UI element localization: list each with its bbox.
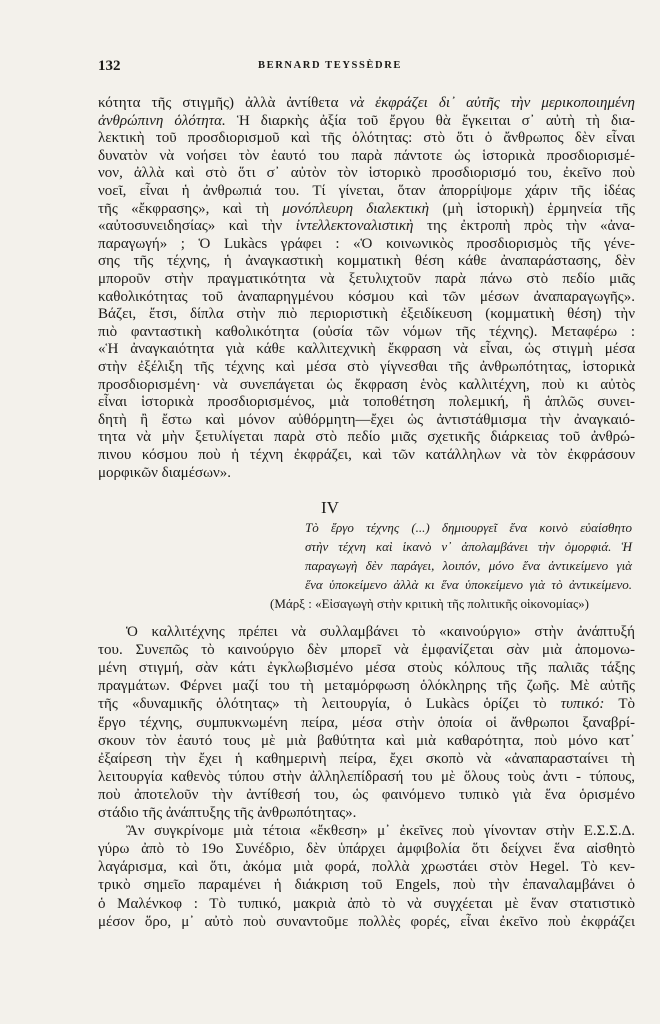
text-segment: σκουν τὸν ἑαυτό τους μὲ μιὰ βαθύτητα καὶ μιὰ καθαρότητα, ποὺ μόνο κατ᾽: [98, 732, 635, 749]
italic-text: Τὸ ἔργο τέχνης (...) δημιουργεῖ ἕνα κοινὸ εὐαίσθητο: [305, 520, 632, 535]
text-segment: μένη στιγμή, σὰν κάτι ἐγκλωβισμένο μέσα στοὺς κόλπους τῆς παλιᾶς τάξης: [98, 660, 635, 677]
text-segment: μορφικῶν διαμέσων».: [98, 464, 231, 481]
text-line: [98, 428, 635, 446]
section-heading: IV: [321, 498, 339, 517]
italic-text: στὴν τέχνη καὶ ἱκανὸ ν᾽ ἀπολαμβάνει τὴν ὀμορφιά. Ἡ: [305, 539, 632, 554]
text-line: [98, 768, 635, 786]
text-segment: κότητα τῆς στιγμῆς) ἀλλὰ ἀντίθετα: [98, 95, 350, 111]
text-line: [98, 913, 635, 931]
text-line: [305, 576, 632, 594]
text-segment: παραγωγή» ; Ὁ Lukàcs γράφει : «Ὁ κοινωνικὸς προσδιορισμὸς τῆς γένε-: [98, 235, 635, 252]
italic-text: παραγωγὴ δὲν παράγει, λοιπόν, μόνο ἕνα ἀντικείμενο γιὰ: [305, 558, 632, 573]
text-line: [98, 129, 635, 147]
text-segment: Βάζει, ἔτσι, δίπλα στὴν πιὸ περιοριστικὴ ἐξειδίκευση (κομματικὴ θέση) τὴν: [98, 306, 635, 323]
text-line: [98, 840, 635, 858]
text-line: [98, 94, 635, 112]
text-segment: Ὁ καλλιτέχνης πρέπει νὰ συλλαμβάνει τὸ «καινούργιο» στὴν ἀνάπτυξή: [126, 624, 635, 640]
text-line: [98, 252, 635, 270]
text-line: [98, 323, 635, 341]
text-segment: Τὸ: [604, 696, 635, 713]
text-segment: νον, ἀλλὰ καὶ στὸ ὅτι σ᾽ αὐτὸν τὸν ἱστορικὸ προσδιορισμό του, ἐκεῖνο ποὺ: [98, 165, 635, 182]
text-line: [98, 112, 635, 130]
text-line: [98, 235, 635, 253]
text-segment: προσδιορισμένη· νὰ συνεπάγεται ὡς ἔκφραση ἑνὸς καλλιτέχνη, ποὺ κι αὐτὸς: [98, 376, 635, 393]
text-line: [98, 659, 635, 677]
text-line: [98, 217, 635, 235]
text-segment: ὁ Μαλένκοφ : Τὸ τυπικό, μακριὰ ἀπὸ τὸ νὰ συγχέεται μὲ ἕναν στατιστικὸ: [98, 895, 635, 912]
text-line: [98, 876, 635, 894]
text-segment: καθολικότητας τοῦ ἀναπαρηγμένου κόσμου καὶ τῶν μέσων ἀναπαραγωγῆς».: [98, 288, 635, 305]
text-segment: στὴν ἐξέλιξη τῆς τέχνης καὶ μέσα στὸ γίγνεσθαι τῆς ἀνθρωπότητας, ἱστορικὰ: [98, 359, 635, 375]
text-segment: μέσον ὅρο, μ᾽ αὐτὸ ποὺ συναντοῦμε πολλὲς φορές, εἶναι ἐκεῖνο ποὺ ἐκφράζει: [98, 913, 635, 930]
text-line: [98, 305, 635, 323]
text-segment: λαγάρισμα, καὶ ὅτι, ἀκόμα μιὰ φορά, πολλὰ χρωστάει στὸν Hegel. Τὸ κεν-: [98, 859, 635, 876]
text-line: [98, 464, 635, 482]
text-line: [98, 714, 635, 732]
text-line: [305, 519, 632, 537]
text-segment: δητὴ ἢ ἔστω καὶ μόνον αὐθόρμητη—ἔχει ὡς ἀντιστάθμισμα τὴν ἀναγκαιό-: [98, 411, 635, 428]
text-segment: τητα νὰ μὴν ξετυλίγεται παρὰ στὸ πεδίο μιᾶς σχετικῆς διάρκειας τοῦ ἀνθρώ-: [98, 429, 635, 446]
text-line: [305, 538, 632, 556]
text-segment: ἔργο τέχνης, συμπυκνωμένη πείρα, μέσα στὴν ὁποία οἱ ἄνθρωποι ξαναβρί-: [98, 714, 635, 731]
text-segment: Ἂν συγκρίνομε μιὰ τέτοια «ἔκθεση» μ᾽ ἐκεῖνες ποὺ γίνονταν στὴν Ε.Σ.Σ.Δ.: [126, 823, 635, 840]
text-segment: ποὺ ἀποτελοῦν τὴν ἀντίθεσή του, ὡς φαινόμενο τυπικὸ γιὰ ἕνα ὁρισμένο: [98, 786, 635, 803]
text-segment: του. Συνεπῶς τὸ καινούργιο δὲν μπορεῖ νὰ ἐμφανίζεται σὰν μιὰ ἀπομονω-: [98, 642, 635, 659]
text-line: [98, 340, 635, 358]
text-line: [98, 858, 635, 876]
running-head: BERNARD TEYSSÈDRE: [258, 60, 402, 71]
epigraph-source: (Μάρξ : «Εἰσαγωγὴ στὴν κριτικὴ τῆς πολιτικῆς οἰκονομίας»): [270, 596, 589, 611]
text-line: [98, 288, 635, 306]
text-segment: λεκτικὴ τοῦ προσδιορισμοῦ καὶ τῆς ὁλότητας: στὸ ὅτι ὁ ἄνθρωπος δὲν εἶναι: [98, 130, 635, 147]
text-line: [98, 732, 635, 750]
text-line: [305, 557, 632, 575]
italic-text: μονόπλευρη διαλεκτικὴ: [282, 200, 430, 217]
text-segment: Ἡ διαρκὴς ἀξία τοῦ ἔργου θὰ ἔγκειται σ᾽ αὐτὴ τὴ δια-: [225, 112, 635, 129]
italic-text: νὰ ἐκφράζει δι᾽ αὐτῆς τὴν μερικοποιημένη: [349, 95, 635, 111]
text-line: [98, 677, 635, 695]
text-segment: «αὐτοσυνειδησίας» καὶ τὴν: [98, 218, 296, 235]
text-segment: της ἐκτροπὴ πρὸς τὴν «ἀνα-: [413, 218, 635, 235]
text-segment: πιὸ φανταστικὴ καθολικότητα (οὐσία τῶν νόμων τῆς τέχνης). Μεταφέρω :: [98, 323, 635, 340]
text-segment: (μὴ ἱστορικὴ) ἑρμηνεία τῆς: [429, 200, 635, 217]
text-line: [98, 376, 635, 394]
text-segment: «Ἡ ἀναγκαιότητα γιὰ κάθε καλλιτεχνικὴ ἔκφραση νὰ εἶναι, ὡς στιγμὴ μέσα: [98, 341, 635, 358]
text-segment: στάδιο τῆς ἀνάπτυξης τῆς ἀνθρωπότητας».: [98, 805, 357, 821]
text-line: [98, 393, 635, 411]
text-line: [98, 695, 635, 713]
text-segment: πινου κόσμου ποὺ ἡ τέχνη ἐκφράζει, καὶ τῶν κατάλληλων νὰ τὸν ἐκφράσουν: [98, 447, 635, 463]
text-line: [98, 147, 635, 165]
text-line: [98, 641, 635, 659]
page-number: 132: [98, 58, 121, 74]
text-segment: γύρω ἀπὸ τὸ 19ο Συνέδριο, δὲν ὑπάρχει ἀμφιβολία ὅτι δείχνει ἕνα αἰσθητὸ: [98, 841, 635, 858]
text-line: [98, 164, 635, 182]
text-line: [98, 446, 635, 464]
text-segment: νοεῖ, εἶναι ἡ ἀνθρωπιά του. Τί γίνεται, ὅταν ἀπορρίψομε χάριν τῆς ἰδέας: [98, 183, 635, 199]
italic-text: ἰντελλεκτοναλιστικὴ: [295, 218, 414, 235]
italic-text: ἀνθρώπινη ὁλότητα.: [98, 112, 226, 129]
text-line: [98, 411, 635, 429]
text-line: [126, 822, 635, 840]
italic-text: ἕνα ὑποκείμενο ἀλλὰ κι ἕνα ὑποκείμενο γιὰ τὸ ἀντικείμενο.: [305, 577, 632, 592]
text-segment: τῆς «δυναμικῆς ὁλότητας» τὴ λειτουργία, ὁ Lukàcs ὁρίζει τὸ: [98, 696, 561, 713]
text-segment: μποροῦν στὴν πραγματικότητα νὰ ξετυλιχτοῦν παρὰ πάνω στὸ πεδίο μιᾶς: [98, 271, 635, 287]
text-segment: λειτουργία καθενὸς τύπου στὴν ἀλληλεπίδρασή του μὲ ὅλους τοὺς ἀντι - τύπους,: [98, 768, 635, 785]
text-segment: δυνατὸν νὰ νοήσει τὸν ἑαυτό του παρὰ πάντοτε ὡς ἱστορικὰ προσδιορισμέ-: [98, 147, 635, 164]
text-line: [98, 200, 635, 218]
text-line: [98, 270, 635, 288]
text-line: [98, 750, 635, 768]
text-line: [98, 786, 635, 804]
text-segment: σης τῆς τέχνης, ἡ ἀναγκαστικὴ κομματικὴ θέση κάθε ἀναπαράστασης, δὲν: [98, 253, 635, 270]
text-segment: πραγμάτων. Φέρνει μαζί του τὴ μεταμόρφωση ὁλόκληρης τῆς ζωῆς. Μὲ αὐτῆς: [98, 678, 635, 695]
text-line: [98, 182, 635, 200]
text-line: [98, 358, 635, 376]
italic-text: τυπικό:: [560, 696, 605, 713]
text-line: [98, 895, 635, 913]
text-segment: τρικὸ σημεῖο παραμένει ἡ διάκριση τοῦ Engels, ποὺ τὴν ἐπαναλαμβάνει ὁ: [98, 877, 635, 894]
text-line: [126, 623, 635, 641]
text-line: [98, 804, 635, 822]
text-segment: τῆς «ἔκφρασης», καὶ τὴ: [98, 200, 283, 217]
text-segment: ἐξαίρεση τὴν ἔχει ἡ καθημερινὴ πείρα, ἔχει σκοπὸ νὰ «ἀναπαρασταίνει τὴ: [98, 750, 635, 767]
text-segment: εἶναι ἱστορικὰ προσδιορισμένος, μιὰ τοποθέτηση πολεμική, ἢ ἁπλῶς συνει-: [98, 394, 635, 411]
